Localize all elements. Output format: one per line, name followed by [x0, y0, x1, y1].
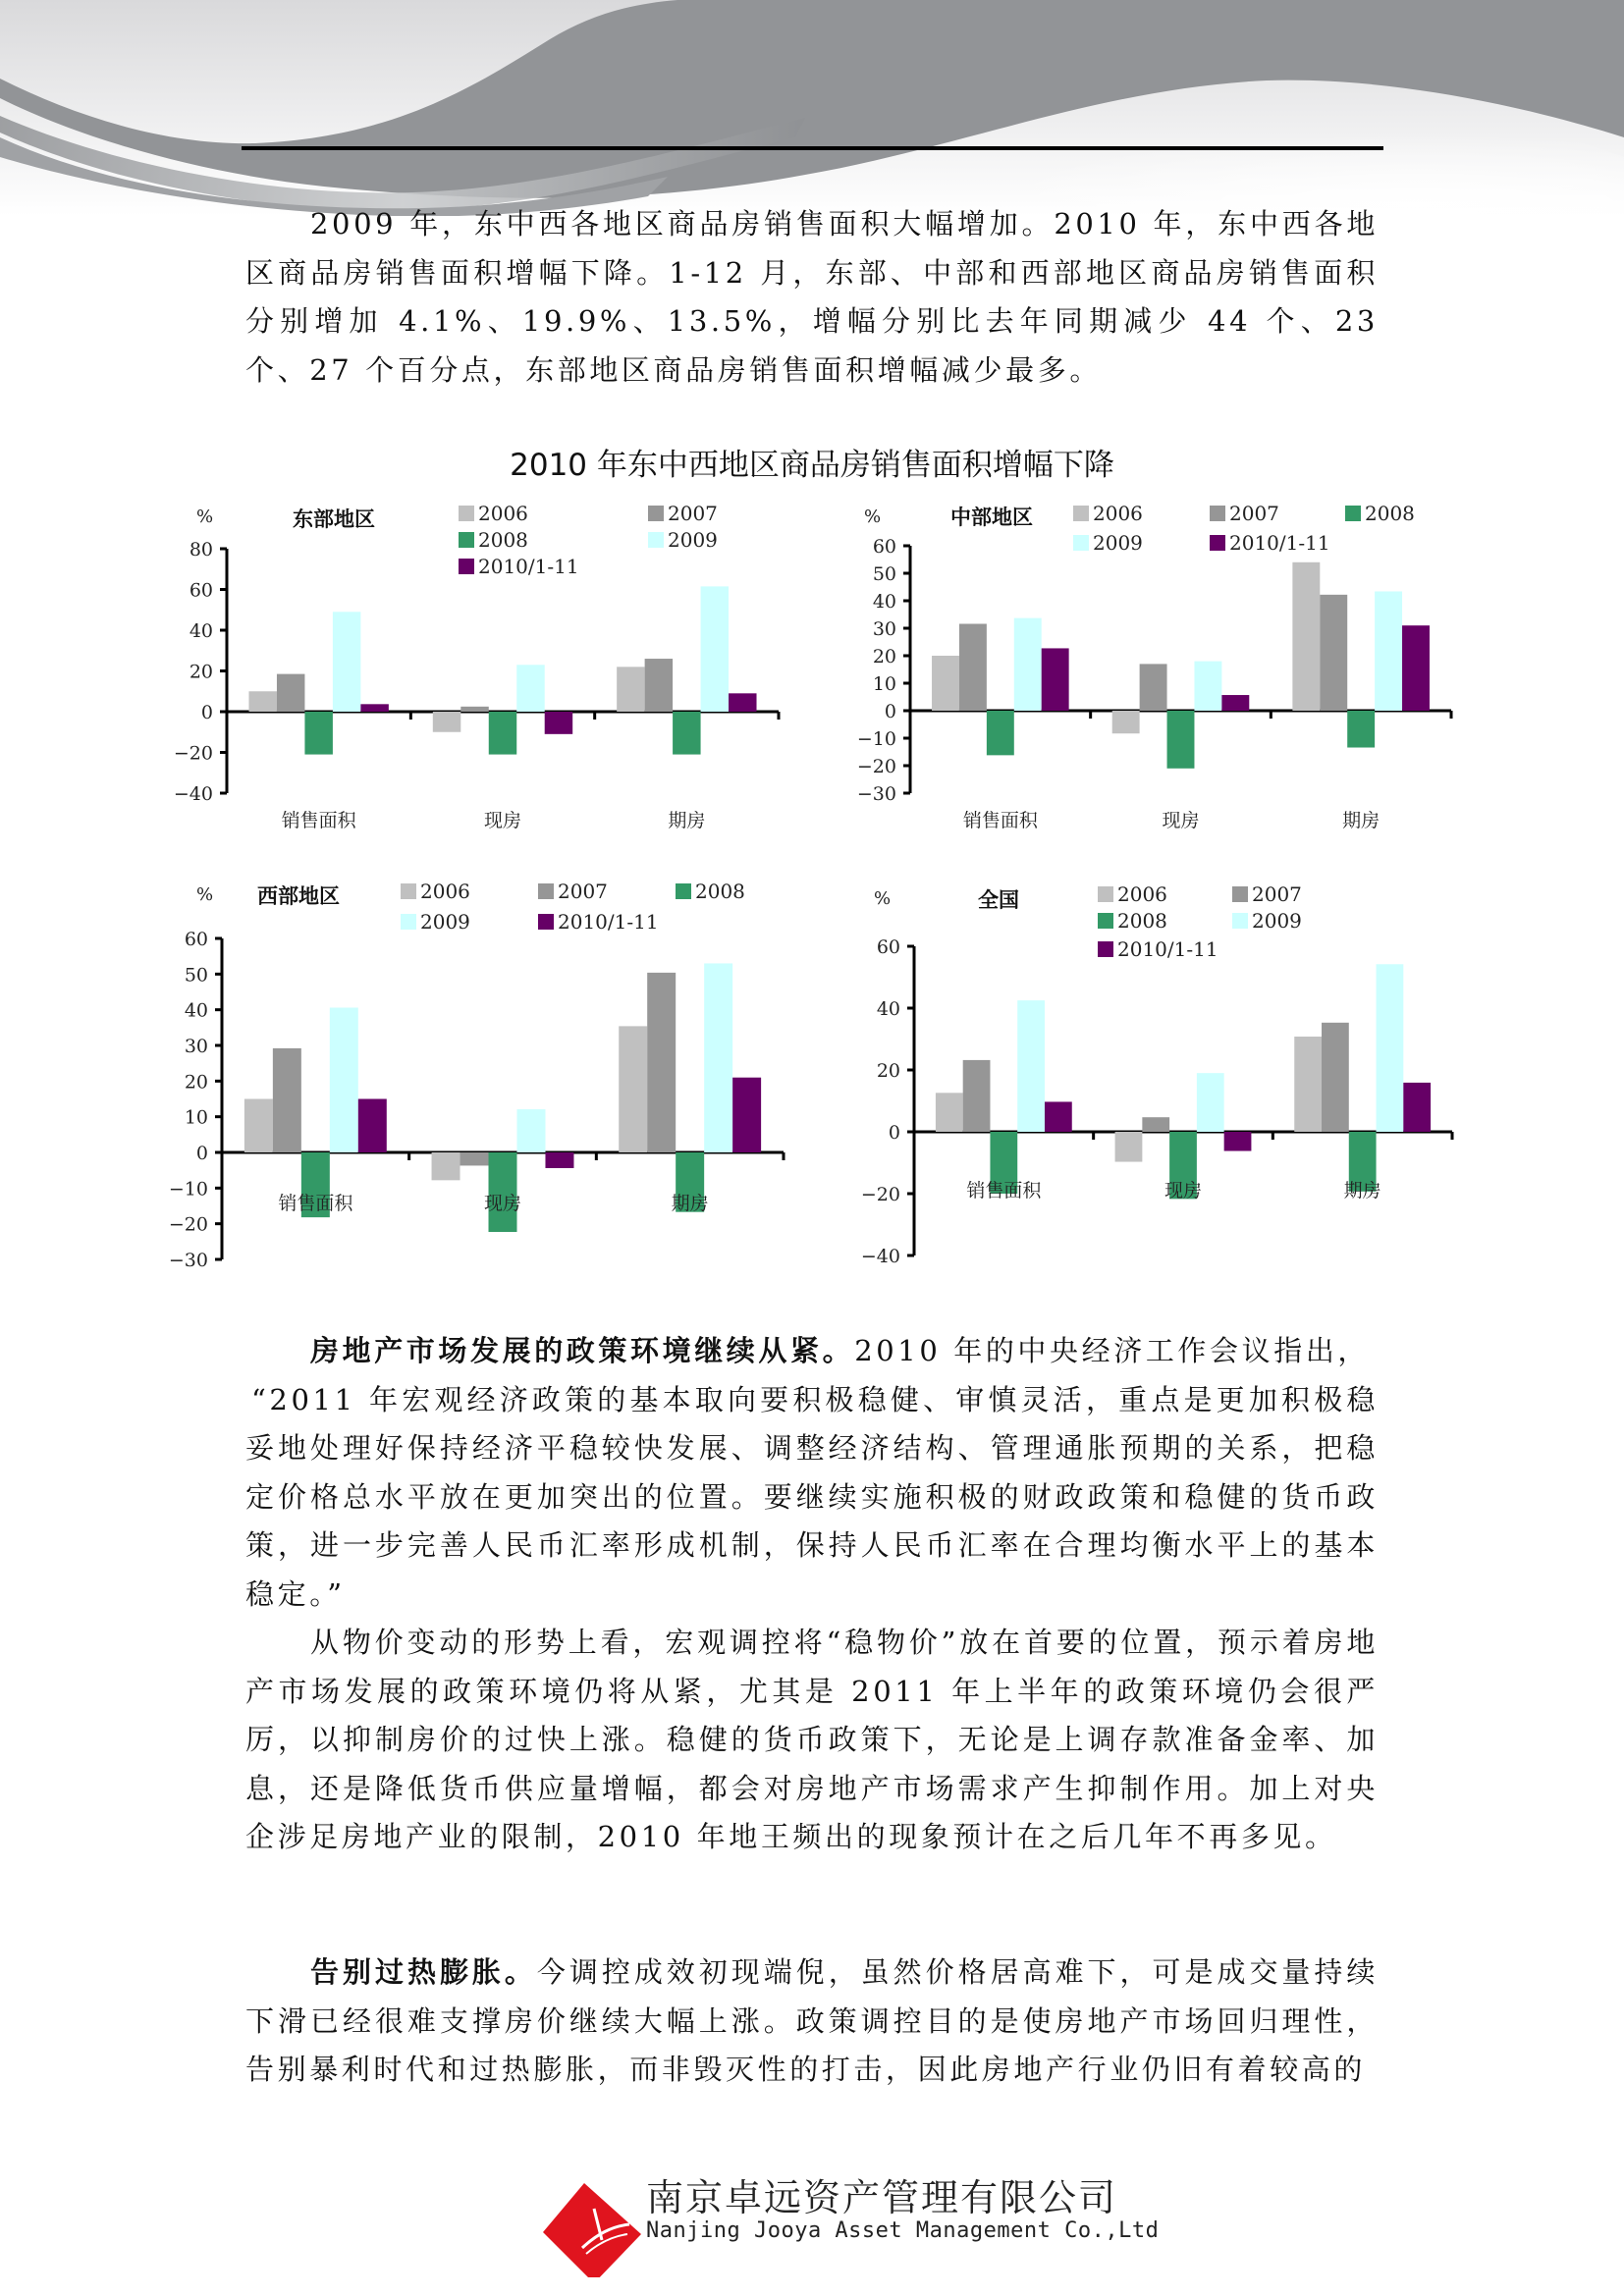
- y-tick-label: 40: [876, 998, 900, 1020]
- y-tick-label: −10: [856, 728, 896, 750]
- price-paragraph: 从物价变动的形势上看，宏观调控将“稳物价”放在首要的位置，预示着房地产市场发展的政策环境仍将从紧，尤其是 2011 年上半年的政策环境仍会很严厉，以抑制房价的过快上涨。稳健的货币政策下，无论是上调存款准备金率、加息，还是降低货币供应量增幅，都会对房地产市场需求产生抑制作用。加上对央企涉足房地产业的限制，2010 年地王频出的现象预计在之后几年不再多见。: [245, 1626, 1379, 1853]
- bar-2006: [1112, 711, 1140, 733]
- chart-panel-title: 中部地区: [950, 505, 1033, 529]
- y-tick-label: −40: [860, 1246, 900, 1267]
- bar-2007: [277, 674, 304, 712]
- legend-label: 2006: [420, 880, 470, 903]
- category-label: 销售面积: [278, 1193, 353, 1214]
- y-tick-label: −20: [856, 756, 896, 777]
- bar-2006: [432, 1152, 460, 1180]
- bar-2007: [647, 973, 676, 1152]
- bar-2008: [673, 712, 700, 755]
- bar-2010-1-11: [1402, 625, 1430, 711]
- y-tick-label: 40: [872, 591, 896, 613]
- legend-swatch: [459, 532, 474, 548]
- chart-panel-title: 全国: [978, 887, 1019, 912]
- footer-company: [543, 2160, 1160, 2277]
- y-unit-label: %: [874, 888, 892, 909]
- legend-swatch: [1210, 535, 1225, 551]
- chart-title: 2010 年东中西地区商品房销售面积增幅下降: [510, 448, 1114, 483]
- y-tick-label: 60: [189, 579, 213, 602]
- y-tick-label: 60: [876, 936, 900, 958]
- category-label: 现房: [483, 810, 522, 831]
- bar-2010-1-11: [1042, 648, 1069, 711]
- y-tick-label: 20: [872, 646, 896, 667]
- legend-swatch: [1098, 941, 1113, 957]
- legend-label: 2007: [1229, 502, 1279, 525]
- bar-2006: [248, 691, 276, 712]
- y-tick-label: 0: [888, 1122, 900, 1144]
- y-tick-label: 0: [195, 1143, 208, 1164]
- company-name-en: Nanjing Jooya Asset Management Co.,Ltd: [646, 2218, 1160, 2243]
- legend-label: 2008: [695, 880, 745, 903]
- category-label: 期房: [668, 810, 706, 831]
- company-name-cn: 南京卓远资产管理有限公司: [646, 2176, 1118, 2219]
- policy-intro-text: 2010 年的中央经济工作会议指出，: [854, 1334, 1371, 1367]
- y-tick-label: 80: [189, 539, 213, 561]
- bar-2007: [460, 1152, 489, 1165]
- y-tick-label: −30: [856, 783, 896, 805]
- category-label: 期房: [1342, 810, 1380, 831]
- legend-swatch: [459, 506, 474, 521]
- y-tick-label: 30: [872, 618, 896, 640]
- legend-swatch: [1073, 506, 1089, 521]
- y-tick-label: 60: [872, 536, 896, 558]
- bar-2009: [330, 1007, 358, 1152]
- legend-swatch: [538, 914, 554, 930]
- category-label: 销售面积: [281, 810, 356, 831]
- legend-swatch: [401, 883, 416, 899]
- legend-swatch: [648, 532, 664, 548]
- legend-swatch: [459, 559, 474, 574]
- bar-2006: [433, 712, 460, 732]
- policy-quote: “2011 年宏观经济政策的基本取向要积极稳健、审慎灵活，重点是更加积极稳妥地处理好保持经济平稳较快发展、调整经济结构、管理通胀预期的关系，把稳定价格总水平放在更加突出的位置。要继续实施积极的财政政策和稳健的货币政策，进一步完善人民币汇率形成机制，保持人民币汇率在合理均衡水平上的基本稳定。”: [245, 1382, 1379, 1611]
- bar-2010-1-11: [360, 704, 388, 712]
- bar-2008: [987, 711, 1014, 755]
- legend-label: 2007: [558, 880, 608, 903]
- y-tick-label: 60: [184, 929, 208, 950]
- y-tick-label: 50: [184, 964, 208, 987]
- legend-swatch: [1345, 506, 1361, 521]
- legend-label: 2010/1-11: [1117, 937, 1218, 961]
- bar-2009: [701, 586, 729, 712]
- legend-label: 2007: [668, 502, 718, 525]
- legend-swatch: [1073, 535, 1089, 551]
- category-label: 期房: [1343, 1180, 1381, 1201]
- bar-2010-1-11: [1403, 1083, 1431, 1132]
- legend-swatch: [648, 506, 664, 521]
- bar-2009: [333, 612, 360, 712]
- bar-2007: [1320, 595, 1347, 711]
- bar-2010-1-11: [1221, 695, 1249, 711]
- y-tick-label: 20: [876, 1060, 900, 1082]
- category-label: 现房: [1162, 810, 1200, 831]
- y-tick-label: 30: [184, 1036, 208, 1057]
- bar-2007: [1142, 1117, 1169, 1132]
- chart-panel-title: 西部地区: [257, 883, 340, 908]
- legend-label: 2010/1-11: [1229, 531, 1330, 555]
- bar-2007: [963, 1060, 991, 1132]
- bar-2009: [516, 1109, 545, 1152]
- bar-2010-1-11: [729, 693, 756, 712]
- bar-2006: [1294, 1037, 1322, 1132]
- bar-2007: [1140, 664, 1167, 711]
- bar-2006: [936, 1093, 963, 1132]
- bar-2010-1-11: [545, 712, 572, 734]
- y-tick-label: −20: [860, 1184, 900, 1205]
- bar-2009: [516, 665, 544, 712]
- legend-swatch: [1210, 506, 1225, 521]
- bar-2007: [959, 624, 987, 711]
- legend-label: 2006: [1093, 502, 1143, 525]
- legend-swatch: [538, 883, 554, 899]
- legend-label: 2006: [1117, 882, 1167, 906]
- legend-label: 2008: [478, 528, 528, 552]
- legend-label: 2009: [1093, 531, 1143, 555]
- bar-2008: [1347, 711, 1375, 748]
- policy-heading: 房地产市场发展的政策环境继续从紧。: [310, 1334, 855, 1367]
- legend-label: 2009: [1252, 909, 1302, 933]
- bar-2009: [1375, 591, 1402, 711]
- bar-2009: [1197, 1073, 1224, 1132]
- bar-2009: [1377, 964, 1404, 1132]
- y-tick-label: 50: [872, 563, 896, 585]
- y-tick-label: −30: [168, 1250, 208, 1271]
- legend-swatch: [1232, 886, 1248, 902]
- bar-2009: [1014, 618, 1042, 711]
- overheat-heading: 告别过热膨胀。: [310, 1955, 537, 1989]
- bar-2010-1-11: [732, 1078, 761, 1152]
- y-tick-label: −40: [173, 783, 213, 805]
- bar-2006: [1115, 1132, 1143, 1162]
- bar-2007: [273, 1048, 301, 1152]
- bar-2010-1-11: [545, 1152, 573, 1168]
- legend-label: 2010/1-11: [558, 910, 659, 934]
- category-label: 销售面积: [966, 1180, 1042, 1201]
- bar-2007: [460, 707, 488, 712]
- overheat-text: 今调控成效初现端倪，虽然价格居高难下，可是成交量持续下滑已经很难支撑房价继续大幅上涨。政策调控目的是使房地产市场回归理性，告别暴利时代和过热膨胀，而非毁灭性的打击，因此房地产行业仍旧有着较高的: [245, 1955, 1379, 2086]
- legend-swatch: [1098, 913, 1113, 929]
- bar-2008: [489, 712, 516, 755]
- y-unit-label: %: [196, 884, 214, 905]
- bar-2009: [704, 963, 732, 1152]
- bar-2010-1-11: [358, 1099, 387, 1153]
- y-tick-label: 20: [184, 1071, 208, 1094]
- bar-2006: [619, 1026, 647, 1152]
- bar-2006: [617, 667, 644, 712]
- y-tick-label: 10: [872, 673, 896, 695]
- company-logo-icon: [543, 2169, 651, 2277]
- category-label: 销售面积: [962, 810, 1038, 831]
- y-unit-label: %: [196, 507, 214, 527]
- legend-swatch: [1232, 913, 1248, 929]
- y-tick-label: 10: [184, 1106, 208, 1129]
- policy-section: [245, 1327, 1379, 1862]
- legend-label: 2009: [420, 910, 470, 934]
- category-label: 现房: [483, 1193, 522, 1214]
- legend-label: 2007: [1252, 882, 1302, 906]
- bar-2006: [1292, 562, 1320, 711]
- bar-2007: [645, 659, 673, 712]
- y-tick-label: 0: [200, 702, 213, 723]
- legend-swatch: [676, 883, 691, 899]
- legend-label: 2010/1-11: [478, 555, 579, 578]
- y-tick-label: −20: [173, 742, 213, 765]
- chart-panel-title: 东部地区: [293, 507, 375, 531]
- overheat-paragraph: [245, 1949, 1379, 2095]
- legend-swatch: [401, 914, 416, 930]
- legend-label: 2008: [1117, 909, 1167, 933]
- bar-2009: [1017, 1000, 1045, 1132]
- legend-label: 2009: [668, 528, 718, 552]
- bar-2010-1-11: [1045, 1101, 1072, 1132]
- category-label: 现房: [1164, 1180, 1203, 1201]
- policy-paragraph: [245, 1327, 1379, 1376]
- bar-2010-1-11: [1224, 1132, 1252, 1151]
- y-tick-label: −10: [168, 1178, 208, 1201]
- bar-2006: [932, 656, 959, 711]
- bar-2006: [244, 1099, 273, 1153]
- legend-label: 2008: [1365, 502, 1415, 525]
- y-tick-label: 0: [884, 701, 896, 722]
- y-tick-label: 40: [184, 999, 208, 1022]
- bar-2008: [1167, 711, 1195, 769]
- legend-label: 2006: [478, 502, 528, 525]
- legend-swatch: [1098, 886, 1113, 902]
- y-tick-label: −20: [168, 1213, 208, 1236]
- bar-2009: [1194, 662, 1221, 711]
- category-label: 期房: [671, 1193, 709, 1214]
- overheat-section: [245, 1949, 1379, 2095]
- y-tick-label: 40: [189, 620, 213, 642]
- paragraph-text: 2009 年，东中西各地区商品房销售面积大幅增加。2010 年，东中西各地区商品房销售面积增幅下降。1-12 月，东部、中部和西部地区商品房销售面积分别增加 4.1%、19.9%、13.5%，增幅分别比去年同期减少 44 个、23 个、27 个百分点，东部地区商品房销售面积增幅减少最多。: [245, 207, 1379, 387]
- y-tick-label: 20: [189, 661, 213, 683]
- bar-2007: [1322, 1023, 1349, 1132]
- bar-2008: [304, 712, 332, 755]
- y-unit-label: %: [864, 507, 882, 527]
